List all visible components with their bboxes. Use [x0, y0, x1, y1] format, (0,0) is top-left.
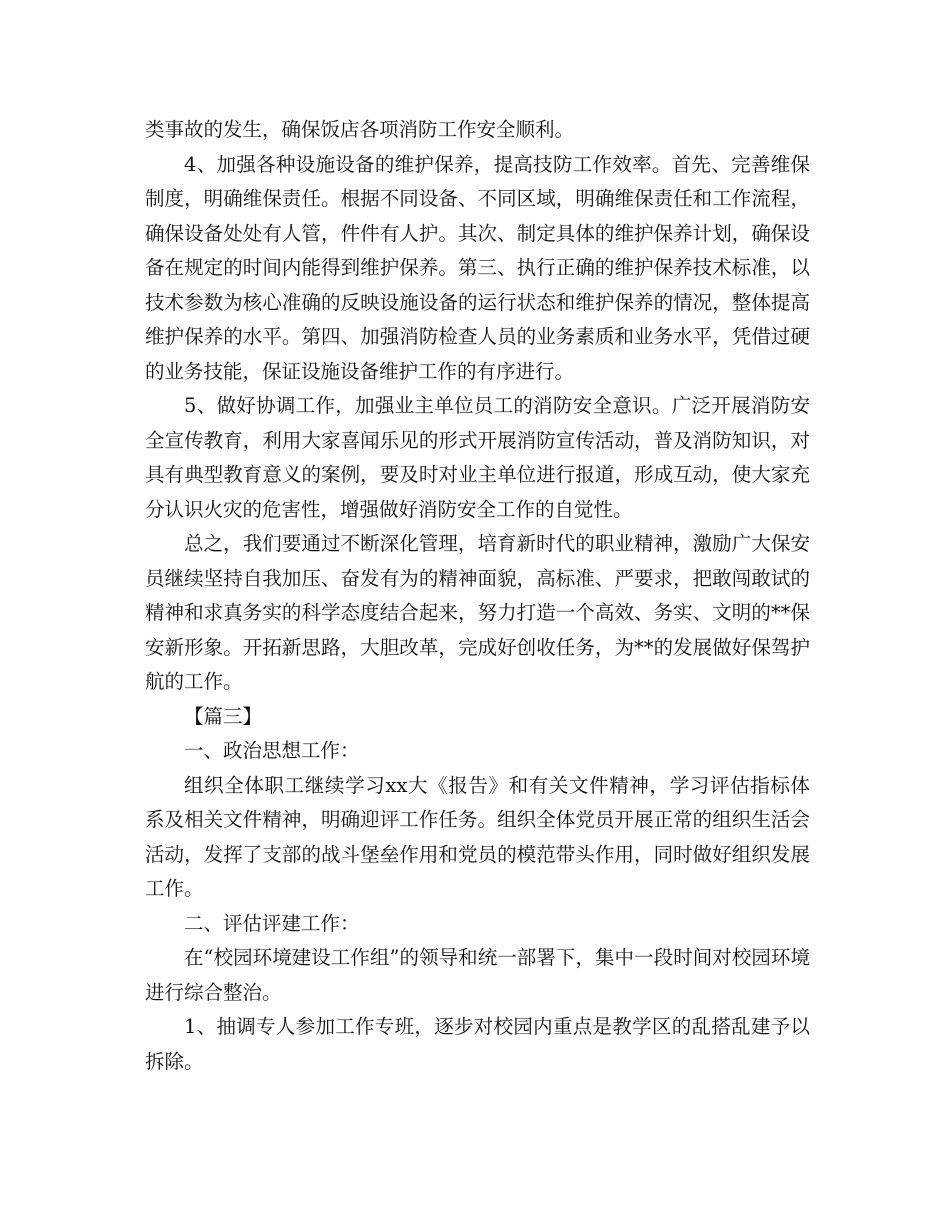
paragraph-maintenance: 4、加强各种设施设备的维护保养，提高技防工作效率。首先、完善维保制度，明确维保责任。根据不同设备、不同区域，明确维保责任和工作流程，确保设备处处有人管，件件有人护。其次、制定具体的维护保养计划，确保设备在规定的时间内能得到维护保养。第三、执行正确的维护保养技术标准，以技术参数为核心准确的反映设施设备的运行状态和维护保养的情况，整体提高维护保养的水平。第四、加强消防检查人员的业务素质和业务水平，凭借过硬的业务技能，保证设施设备维护工作的有序进行。 — [145, 152, 810, 383]
heading-evaluation-work: 二、评估评建工作： — [184, 911, 360, 935]
section-heading-part-three: 【篇三】 — [184, 704, 263, 728]
paragraph-summary: 总之，我们要通过不断深化管理，培育新时代的职业精神，激励广大保安员继续坚持自我加压、奋发有为的精神面貌，高标准、严要求，把敢闯敢试的精神和求真务实的科学态度结合起来，努力打造一个高效、务实、文明的**保安新形象。开拓新思路，大胆改革，完成好创收任务，为**的发展做好保驾护航的工作。 — [145, 532, 810, 693]
paragraph-demolition: 1、抽调专人参加工作专班，逐步对校园内重点是教学区的乱搭乱建予以拆除。 — [145, 1015, 810, 1073]
document-body — [145, 113, 810, 1079]
paragraph-campus-environment: 在“校园环境建设工作组”的领导和统一部署下，集中一段时间对校园环境进行综合整治。 — [145, 946, 810, 1004]
paragraph-continuation: 类事故的发生，确保饭店各项消防工作安全顺利。 — [145, 118, 575, 141]
paragraph-coordination: 5、做好协调工作，加强业主单位员工的消防安全意识。广泛开展消防安全宣传教育，利用大家喜闻乐见的形式开展消防宣传活动，普及消防知识，对具有典型教育意义的案例，要及时对业主单位进行报道，形成互动，使大家充分认识火灾的危害性，增强做好消防安全工作的自觉性。 — [145, 394, 810, 521]
heading-political-work: 一、政治思想工作： — [184, 739, 360, 762]
paragraph-political-work: 组织全体职工继续学习xx大《报告》和有关文件精神，学习评估指标体系及相关文件精神，明确迎评工作任务。组织全体党员开展正常的组织生活会活动，发挥了支部的战斗堡垒作用和党员的模范带头作用，同时做好组织发展工作。 — [145, 773, 810, 900]
